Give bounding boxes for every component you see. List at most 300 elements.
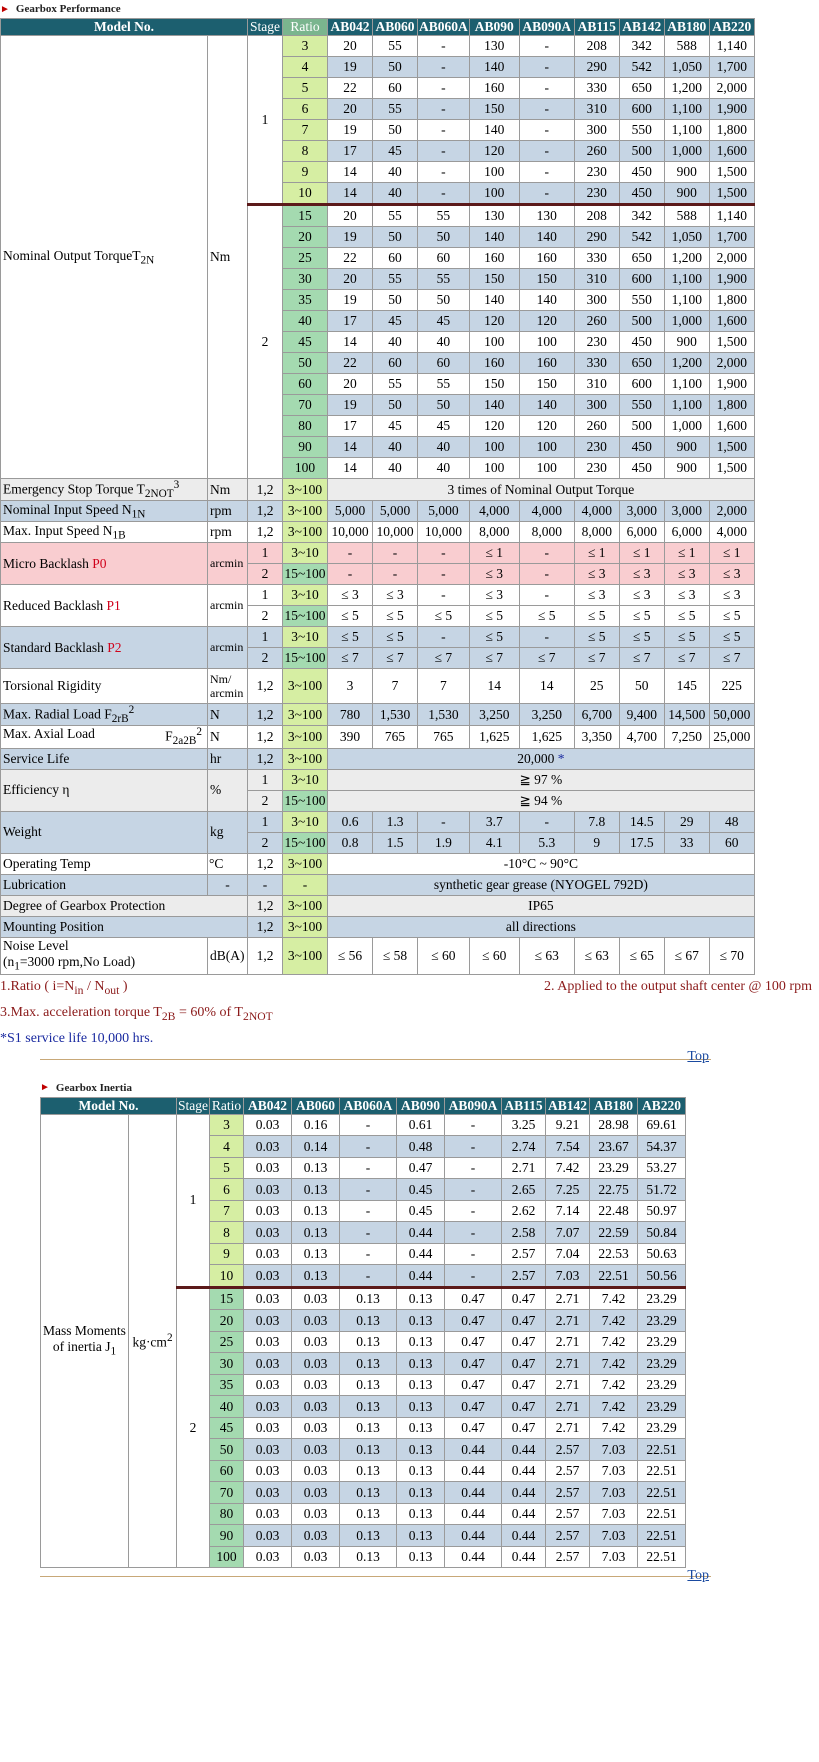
- value-cell: 1,200: [664, 248, 709, 269]
- value-cell: 10,000: [328, 522, 373, 543]
- value-cell: 23.29: [638, 1417, 686, 1439]
- unit-cell: rpm: [208, 522, 248, 543]
- value-cell: 2.71: [546, 1331, 590, 1353]
- value-cell: 0.13: [397, 1310, 445, 1332]
- value-cell: 10,000: [373, 522, 418, 543]
- value-cell: 0.03: [292, 1546, 340, 1568]
- value-cell: 5,000: [418, 501, 470, 522]
- unit-cell: hr: [208, 748, 248, 769]
- value-cell: 7.54: [546, 1136, 590, 1158]
- max_speed-row: [1, 522, 755, 543]
- value-cell: -: [519, 78, 574, 99]
- label-sub: 1N: [131, 508, 146, 521]
- header-ratio: Ratio: [283, 19, 328, 36]
- row-label-cell: Lubrication: [1, 874, 208, 895]
- axial-row: [1, 726, 755, 748]
- value-cell: -: [340, 1243, 397, 1265]
- row-label-cell: [1, 543, 208, 585]
- ratio-cell: 80: [283, 416, 328, 437]
- value-cell: 0.13: [292, 1179, 340, 1201]
- value-cell: 0.44: [502, 1525, 546, 1547]
- value-cell: 0.03: [244, 1287, 292, 1310]
- divider-line: [40, 1059, 711, 1060]
- value-cell: 40: [373, 458, 418, 479]
- value-cell: 100: [469, 183, 519, 205]
- value-cell: 23.29: [638, 1353, 686, 1375]
- ratio-cell: 7: [283, 120, 328, 141]
- value-cell: 14: [328, 162, 373, 183]
- ratio-cell: 60: [283, 374, 328, 395]
- value-cell: 0.13: [397, 1374, 445, 1396]
- unit-text: kg·cm: [132, 1334, 167, 1350]
- value-cell: -: [418, 120, 470, 141]
- top-link[interactable]: Top: [687, 1048, 709, 1064]
- value-cell: 19: [328, 290, 373, 311]
- value-cell: 55: [373, 205, 418, 227]
- value-cell: 130: [469, 205, 519, 227]
- value-cell: 20: [328, 269, 373, 290]
- stage-cell: 1,2: [248, 522, 283, 543]
- value-cell: 0.13: [340, 1439, 397, 1461]
- value-cell: ≤ 3: [664, 564, 709, 585]
- unit-line: arcmin: [210, 686, 244, 701]
- backlash-code: P0: [92, 555, 107, 571]
- ratio-cell: 9: [283, 162, 328, 183]
- value-cell: 25: [574, 669, 619, 704]
- note-row-1: [0, 979, 812, 997]
- value-cell: all directions: [328, 916, 755, 937]
- value-cell: 2.65: [502, 1179, 546, 1201]
- noise-row: [1, 937, 755, 975]
- value-cell: 8,000: [574, 522, 619, 543]
- value-cell: ≤ 56: [328, 937, 373, 975]
- value-cell: 0.45: [397, 1179, 445, 1201]
- ratio-cell: 70: [210, 1482, 244, 1504]
- value-cell: 100: [469, 332, 519, 353]
- value-cell: 0.03: [244, 1396, 292, 1418]
- value-cell: 310: [574, 99, 619, 120]
- header-model-no: Model No.: [1, 19, 248, 36]
- value-cell: 900: [664, 162, 709, 183]
- value-cell: 1,600: [709, 141, 754, 162]
- row-label: Max. Axial Load: [3, 726, 95, 742]
- value-cell: ≤ 63: [519, 937, 574, 975]
- red-arrow-icon: ►: [40, 1082, 50, 1094]
- ratio-cell: 80: [210, 1503, 244, 1525]
- header-model: AB115: [502, 1097, 546, 1114]
- header-model: AB090A: [519, 19, 574, 36]
- ratio-cell: 3~100: [283, 479, 328, 501]
- value-cell: -: [340, 1157, 397, 1179]
- radial-row: [1, 704, 755, 726]
- header-model: AB090A: [445, 1097, 502, 1114]
- ratio-cell: 3~100: [283, 748, 328, 769]
- value-cell: 0.03: [244, 1265, 292, 1288]
- value-cell: 7.07: [546, 1222, 590, 1244]
- header-ratio: Ratio: [210, 1097, 244, 1114]
- value-cell: 3,000: [664, 501, 709, 522]
- value-cell: ≤ 1: [469, 543, 519, 564]
- value-cell: 0.44: [502, 1439, 546, 1461]
- value-cell: 2,000: [709, 248, 754, 269]
- value-cell: 1,700: [709, 57, 754, 78]
- ratio-cell: 3~100: [283, 937, 328, 975]
- value-cell: 450: [619, 183, 664, 205]
- value-cell: 3,250: [519, 704, 574, 726]
- value-cell: 50: [418, 227, 470, 248]
- performance-body: [1, 36, 755, 975]
- row-label: Standard Backlash: [3, 639, 104, 655]
- ratio-cell: 45: [283, 332, 328, 353]
- stage-cell: 2: [248, 832, 283, 853]
- value-cell: ≤ 3: [709, 585, 754, 606]
- label-sub: 2a2B: [172, 735, 197, 748]
- value-cell: 1,800: [709, 395, 754, 416]
- value-cell: 0.44: [502, 1546, 546, 1568]
- value-cell: 140: [469, 227, 519, 248]
- value-cell: 60: [418, 353, 470, 374]
- value-cell: 60: [709, 832, 754, 853]
- ratio-cell: 40: [210, 1396, 244, 1418]
- temp-row: [1, 853, 755, 874]
- inertia-body: [41, 1114, 686, 1568]
- value-cell: 542: [619, 227, 664, 248]
- ratio-cell: 35: [283, 290, 328, 311]
- value-cell: 1,530: [418, 704, 470, 726]
- value-cell: 4,000: [574, 501, 619, 522]
- value-cell: ≤ 1: [619, 543, 664, 564]
- unit-cell: kg: [208, 811, 248, 853]
- value-cell: -: [445, 1243, 502, 1265]
- value-cell: ≤ 5: [418, 606, 470, 627]
- row-label-cell: [1, 627, 208, 669]
- ratio-cell: 3~100: [283, 726, 328, 748]
- value-cell: -: [445, 1179, 502, 1201]
- value-cell: 60: [373, 353, 418, 374]
- value-cell: 0.44: [397, 1243, 445, 1265]
- value-cell: -: [340, 1200, 397, 1222]
- row-label: Max. Input Speed N: [3, 522, 113, 538]
- ratio-cell: 60: [210, 1460, 244, 1482]
- value-cell: ≤ 5: [469, 627, 519, 648]
- value-cell: 0.13: [340, 1331, 397, 1353]
- service-value: 20,000: [517, 750, 555, 766]
- value-cell: 50: [418, 290, 470, 311]
- value-cell: -: [445, 1114, 502, 1136]
- ratio-cell: 6: [283, 99, 328, 120]
- value-cell: 100: [469, 162, 519, 183]
- header-model: AB042: [244, 1097, 292, 1114]
- value-cell: 8,000: [469, 522, 519, 543]
- value-cell: ≤ 7: [619, 648, 664, 669]
- stage-cell: 1: [248, 627, 283, 648]
- reduced-row: [1, 585, 755, 606]
- ratio-cell: 30: [283, 269, 328, 290]
- value-cell: 0.47: [502, 1310, 546, 1332]
- ratio-cell: 3~10: [283, 585, 328, 606]
- row-label-cell: [1, 479, 208, 501]
- label-sup: 2: [128, 704, 135, 717]
- row-label-cell: Operating Temp: [1, 853, 208, 874]
- value-cell: 20: [328, 205, 373, 227]
- value-cell: 0.13: [397, 1439, 445, 1461]
- value-cell: 22.51: [638, 1525, 686, 1547]
- stage-cell: 1,2: [248, 704, 283, 726]
- value-cell: 550: [619, 395, 664, 416]
- text: T: [132, 247, 141, 263]
- stage-cell: 1,2: [248, 895, 283, 916]
- value-cell: -: [519, 811, 574, 832]
- value-cell: 1,800: [709, 120, 754, 141]
- value-cell: 330: [574, 78, 619, 99]
- value-cell: 53.27: [638, 1157, 686, 1179]
- value-cell: 0.44: [445, 1460, 502, 1482]
- value-cell: 50: [418, 395, 470, 416]
- value-cell: 780: [328, 704, 373, 726]
- value-cell: -: [519, 99, 574, 120]
- axial-symbol: [165, 726, 202, 747]
- value-cell: 0.03: [244, 1157, 292, 1179]
- value-cell: 0.47: [502, 1374, 546, 1396]
- ratio-cell: 25: [283, 248, 328, 269]
- value-cell: 23.29: [590, 1157, 638, 1179]
- value-cell: 0.03: [244, 1114, 292, 1136]
- value-cell: ≤ 3: [373, 585, 418, 606]
- value-cell: 50.63: [638, 1243, 686, 1265]
- value-cell: 55: [373, 374, 418, 395]
- value-cell: 0.03: [244, 1374, 292, 1396]
- value-cell: -: [418, 564, 470, 585]
- row-label: Reduced Backlash: [3, 597, 104, 613]
- value-cell: 3,250: [469, 704, 519, 726]
- lubrication-row: [1, 874, 755, 895]
- value-cell: 45: [418, 311, 470, 332]
- value-cell: 0.13: [340, 1482, 397, 1504]
- value-cell: ≤ 7: [418, 648, 470, 669]
- ratio-cell: 3~100: [283, 704, 328, 726]
- value-cell: -: [418, 57, 470, 78]
- ratio-cell: 15~100: [283, 832, 328, 853]
- value-cell: 0.13: [292, 1200, 340, 1222]
- value-cell: 9,400: [619, 704, 664, 726]
- value-cell: -: [445, 1157, 502, 1179]
- service-row: [1, 748, 755, 769]
- value-cell: 2.71: [546, 1353, 590, 1375]
- header-model: AB180: [590, 1097, 638, 1114]
- value-cell: 150: [519, 374, 574, 395]
- notes: [0, 979, 819, 1047]
- inertia-section-title: [40, 1079, 819, 1097]
- value-cell: 450: [619, 162, 664, 183]
- ratio-cell: 8: [283, 141, 328, 162]
- value-cell: -: [519, 564, 574, 585]
- value-cell: 1,900: [709, 99, 754, 120]
- emergency-row: [1, 479, 755, 501]
- value-cell: 7.42: [546, 1157, 590, 1179]
- value-cell: ≤ 5: [574, 627, 619, 648]
- value-cell: 500: [619, 141, 664, 162]
- ratio-cell: 25: [210, 1331, 244, 1353]
- value-cell: 450: [619, 458, 664, 479]
- value-cell: 1,050: [664, 227, 709, 248]
- value-cell: 0.03: [292, 1287, 340, 1310]
- value-cell: 0.03: [292, 1439, 340, 1461]
- header-stage: Stage: [248, 19, 283, 36]
- value-cell: 0.47: [502, 1396, 546, 1418]
- value-cell: 17: [328, 311, 373, 332]
- header-model: AB042: [328, 19, 373, 36]
- value-cell: -: [340, 1222, 397, 1244]
- value-cell: 0.44: [397, 1265, 445, 1288]
- value-cell: 3.25: [502, 1114, 546, 1136]
- header-model: AB090: [469, 19, 519, 36]
- value-cell: 100: [519, 458, 574, 479]
- value-cell: 0.47: [502, 1417, 546, 1439]
- value-cell: 10,000: [418, 522, 470, 543]
- row-label: Micro Backlash: [3, 555, 89, 571]
- value-cell: 7.03: [546, 1265, 590, 1288]
- value-cell: 45: [373, 416, 418, 437]
- row-label-cell: [1, 585, 208, 627]
- value-cell: 0.03: [244, 1310, 292, 1332]
- value-cell: ≤ 5: [709, 627, 754, 648]
- value-cell: 7.03: [590, 1482, 638, 1504]
- value-cell: 0.48: [397, 1136, 445, 1158]
- ratio-cell: 3~10: [283, 627, 328, 648]
- value-cell: ≤ 58: [373, 937, 418, 975]
- weight-row: [1, 811, 755, 832]
- divider-line: [40, 1576, 711, 1577]
- inertia-table: [40, 1097, 686, 1569]
- protection-row: [1, 895, 755, 916]
- value-cell: -: [328, 564, 373, 585]
- ratio-cell: 3: [283, 36, 328, 57]
- value-cell: 69.61: [638, 1114, 686, 1136]
- value-cell: 20: [328, 99, 373, 120]
- value-cell: 2.71: [546, 1287, 590, 1310]
- inertia-title: Gearbox Inertia: [55, 1081, 132, 1094]
- value-cell: 230: [574, 332, 619, 353]
- efficiency-row: [1, 769, 755, 790]
- torque-label: [1, 36, 208, 479]
- backlash-code: P1: [106, 597, 121, 613]
- value-cell: ≧ 94 %: [328, 790, 755, 811]
- stage-cell: 1,2: [248, 726, 283, 748]
- value-cell: 2.57: [546, 1482, 590, 1504]
- value-cell: 0.03: [244, 1439, 292, 1461]
- ratio-cell: 8: [210, 1222, 244, 1244]
- value-cell: 588: [664, 36, 709, 57]
- value-cell: 1,500: [709, 437, 754, 458]
- value-cell: 0.03: [292, 1460, 340, 1482]
- value-cell: ≤ 5: [328, 606, 373, 627]
- value-cell: -: [519, 183, 574, 205]
- performance-table: [0, 18, 755, 975]
- value-cell: 0.03: [292, 1396, 340, 1418]
- value-cell: 0.47: [445, 1353, 502, 1375]
- value-cell: 17: [328, 416, 373, 437]
- stage-cell: 1,2: [248, 479, 283, 501]
- value-cell: 390: [328, 726, 373, 748]
- value-cell: 50: [373, 120, 418, 141]
- unit-cell: Nm: [208, 36, 248, 479]
- ratio-cell: 15~100: [283, 564, 328, 585]
- value-cell: 50: [373, 395, 418, 416]
- unit-cell: -: [208, 874, 248, 895]
- value-cell: -: [519, 141, 574, 162]
- value-cell: 6,700: [574, 704, 619, 726]
- value-cell: 22.51: [638, 1460, 686, 1482]
- unit-cell: Nm: [208, 479, 248, 501]
- value-cell: 0.47: [397, 1157, 445, 1179]
- value-cell: 0.13: [397, 1482, 445, 1504]
- label-sup: 3: [173, 479, 180, 491]
- top-link[interactable]: Top: [687, 1568, 709, 1584]
- value-cell: ≤ 1: [574, 543, 619, 564]
- value-cell: 900: [664, 458, 709, 479]
- value-cell: 160: [519, 353, 574, 374]
- value-cell: ≤ 5: [519, 606, 574, 627]
- value-cell: 19: [328, 227, 373, 248]
- value-cell: 7.8: [574, 811, 619, 832]
- label-sub: 1: [110, 1345, 117, 1358]
- value-cell: 14: [328, 183, 373, 205]
- stage-cell: 1,2: [248, 669, 283, 704]
- value-cell: 1,900: [709, 374, 754, 395]
- value-cell: ≤ 3: [619, 585, 664, 606]
- value-cell: 120: [519, 416, 574, 437]
- value-cell: 2.71: [546, 1396, 590, 1418]
- top-link-row-1: [0, 1047, 819, 1073]
- note-acceleration: 3.Max. acceleration torque $T_{2B} = 60\%$ of $T_{2NOT}$: [0, 1005, 273, 1023]
- value-cell: 100: [469, 437, 519, 458]
- value-cell: 0.13: [397, 1353, 445, 1375]
- value-cell: IP65: [328, 895, 755, 916]
- value-cell: -: [418, 162, 470, 183]
- value-cell: 0.03: [244, 1525, 292, 1547]
- value-cell: 23.29: [638, 1374, 686, 1396]
- header-model: AB060A: [419, 19, 468, 34]
- value-cell: 0.47: [445, 1396, 502, 1418]
- value-cell: -: [418, 141, 470, 162]
- ratio-cell: 9: [210, 1243, 244, 1265]
- value-cell: 7.42: [590, 1310, 638, 1332]
- value-cell: 14,500: [664, 704, 709, 726]
- value-cell: 900: [664, 332, 709, 353]
- value-cell: 55: [418, 374, 470, 395]
- value-cell: 4,000: [519, 501, 574, 522]
- value-cell: 140: [469, 290, 519, 311]
- note-applied: 2. Applied to the output shaft center @ 100 rpm: [544, 979, 812, 995]
- value-cell: 0.13: [340, 1417, 397, 1439]
- value-cell: ≤ 7: [373, 648, 418, 669]
- value-cell: 22: [328, 248, 373, 269]
- value-cell: synthetic gear grease (NYOGEL 792D): [328, 874, 755, 895]
- value-cell: 50: [619, 669, 664, 704]
- value-cell: 1,200: [664, 78, 709, 99]
- value-cell: ≤ 5: [619, 627, 664, 648]
- unit-cell: dB(A): [208, 937, 248, 975]
- value-cell: 17: [328, 141, 373, 162]
- stage-cell: 1,2: [248, 748, 283, 769]
- backlash-code: P2: [107, 639, 122, 655]
- value-cell: 140: [519, 395, 574, 416]
- mounting-row: [1, 916, 755, 937]
- value-cell: 0.03: [244, 1222, 292, 1244]
- value-cell: 0.03: [292, 1374, 340, 1396]
- row-label-cell: [1, 522, 208, 543]
- value-cell: 45: [373, 311, 418, 332]
